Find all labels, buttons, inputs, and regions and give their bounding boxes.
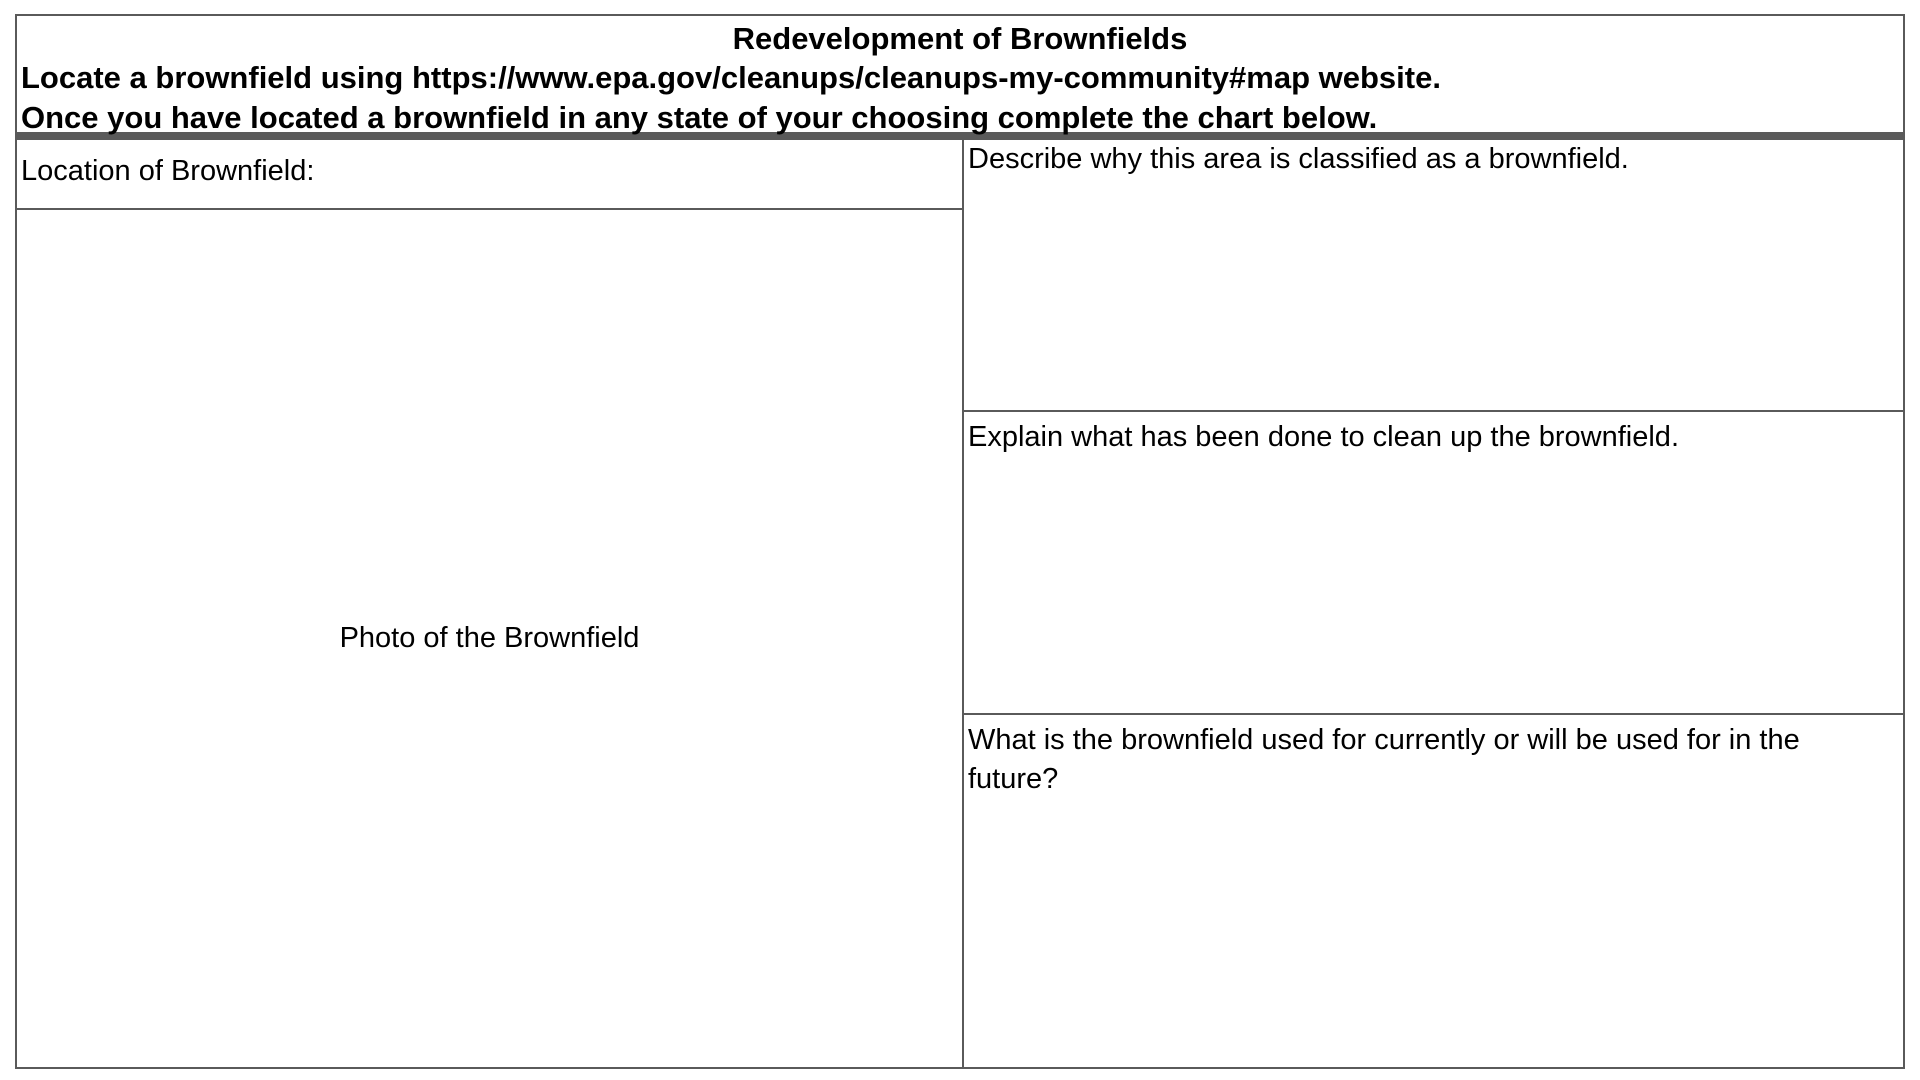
future-use-prompt: What is the brownfield used for currently or will be used for in the future? xyxy=(968,724,1800,795)
photo-label: Photo of the Brownfield xyxy=(339,622,640,654)
worksheet-table xyxy=(15,14,1905,1069)
explain-prompt: Explain what has been done to clean up the brownfield. xyxy=(968,421,1679,453)
describe-prompt: Describe why this area is classified as a brownfield. xyxy=(968,143,1629,175)
instruction-line-complete-chart: Once you have located a brownfield in any state of your choosing complete the chart below. xyxy=(21,100,1378,135)
left-column xyxy=(17,140,964,1067)
future-use-response-cell[interactable] xyxy=(964,715,1903,1067)
location-field[interactable] xyxy=(17,140,962,210)
right-column xyxy=(964,140,1903,1067)
explain-response-cell[interactable] xyxy=(964,412,1903,715)
page-title: Redevelopment of Brownfields xyxy=(732,21,1188,56)
worksheet-header xyxy=(17,16,1903,140)
location-label: Location of Brownfield: xyxy=(21,155,315,187)
photo-area[interactable] xyxy=(17,210,962,1067)
instruction-line-website: Locate a brownfield using https://www.epa.gov/cleanups/cleanups-my-community#map website. xyxy=(21,60,1441,95)
worksheet-body xyxy=(17,140,1903,1067)
describe-response-cell[interactable] xyxy=(964,140,1903,412)
